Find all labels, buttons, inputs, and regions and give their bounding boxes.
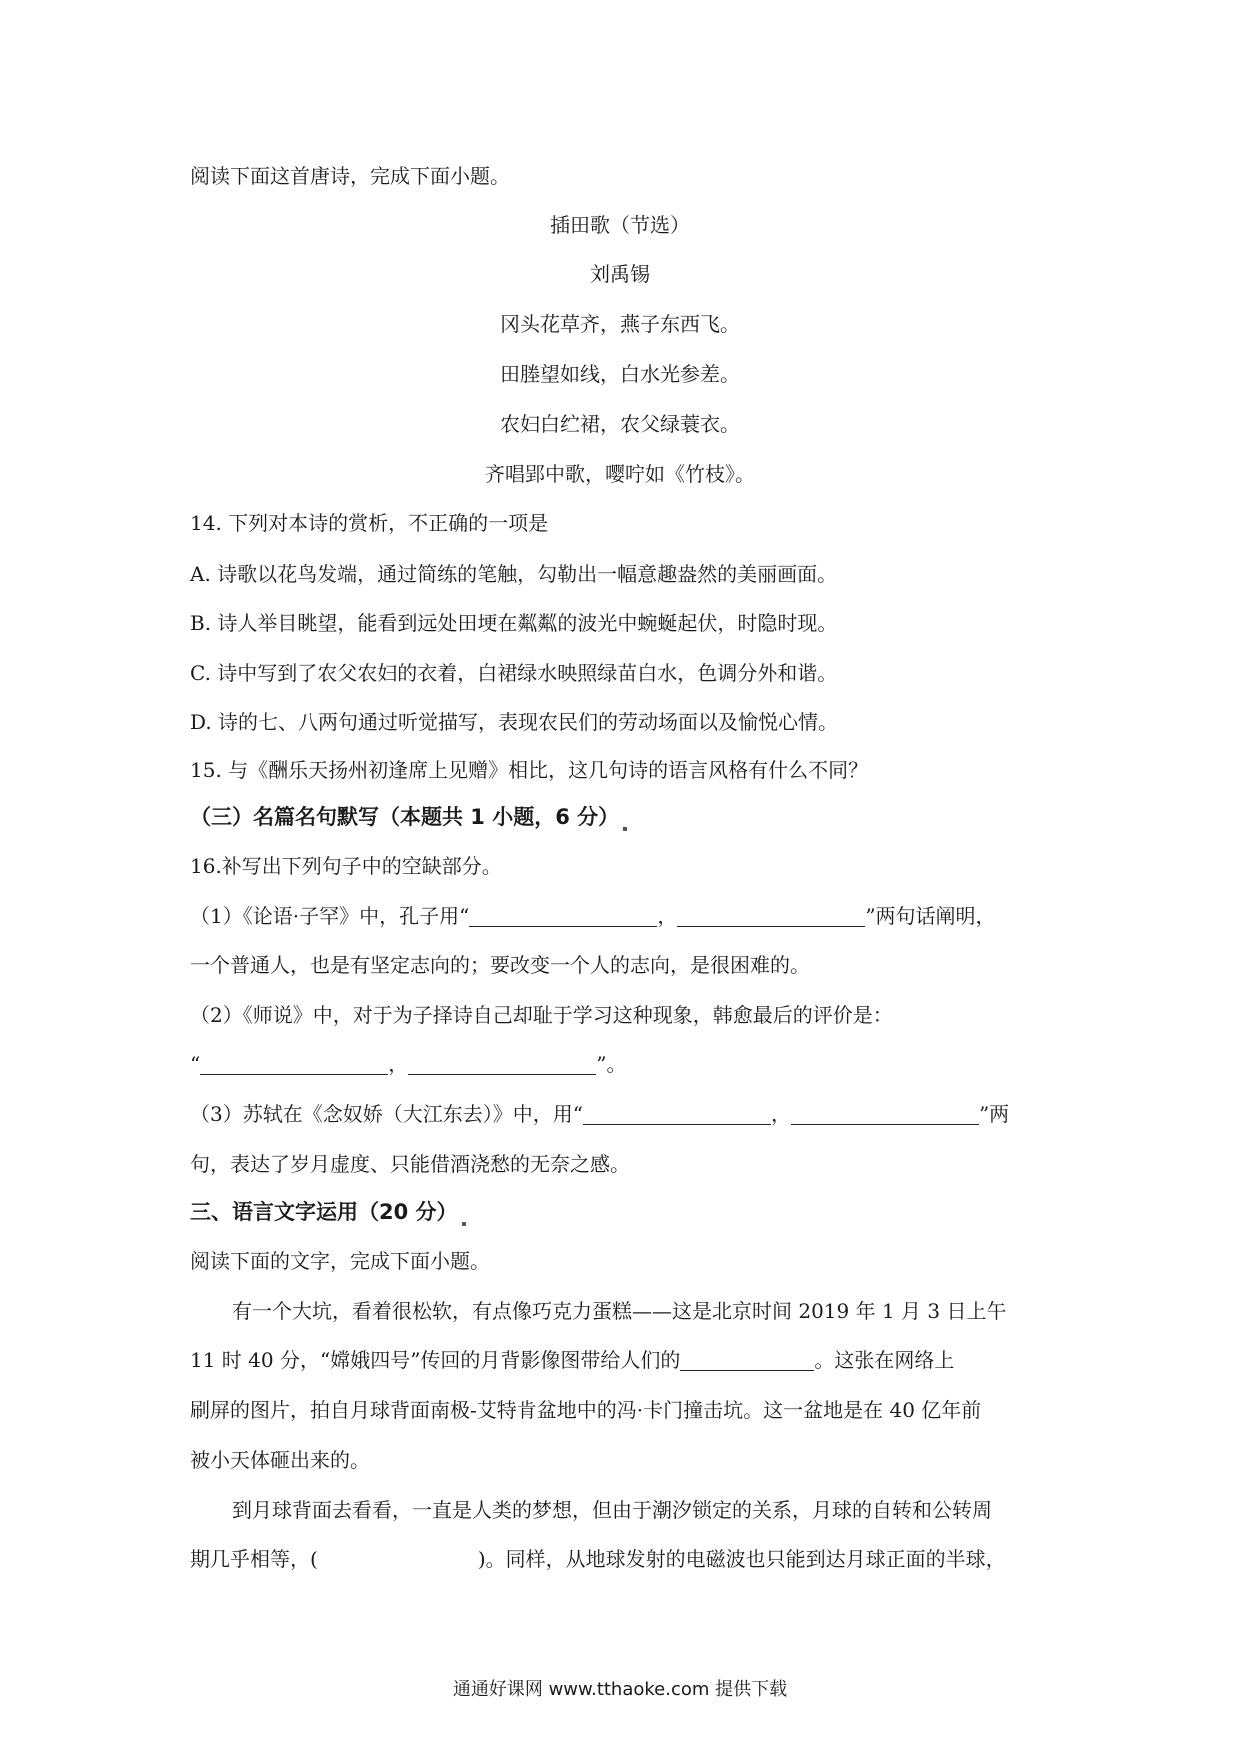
poem-line-3: 农妇白纻裙，农父绿蓑衣。 <box>500 412 740 436</box>
answer-blank-2[interactable] <box>677 906 865 927</box>
reading-intro: 阅读下面这首唐诗，完成下面小题。 <box>190 164 510 188</box>
page-footer: 通通好课网 www.tthaoke.com 提供下载 <box>452 1679 788 1700</box>
poem-line-2: 田塍望如线，白水光参差。 <box>500 362 740 386</box>
answer-blank-4[interactable] <box>408 1054 596 1075</box>
poem-line-4: 齐唱郢中歌，嘤咛如《竹枝》。 <box>485 462 755 486</box>
q16-part2-sep: ， <box>388 1052 409 1076</box>
poem-line-1: 冈头花草齐，燕子东西飞。 <box>500 312 740 336</box>
p2-line2-text-b: )。同样，从地球发射的电磁波也只能到达月球正面的半球， <box>477 1547 1006 1571</box>
paragraph-2-line-2 <box>190 1545 1060 1573</box>
poem-author: 刘禹锡 <box>590 262 650 286</box>
paragraph-1-line-2 <box>190 1346 1060 1374</box>
p2-line2-text-a: 期几乎相等，( <box>190 1547 318 1571</box>
answer-blank-1[interactable] <box>469 906 657 927</box>
q16-part2-close: ”。 <box>596 1052 627 1076</box>
paragraph-1-line-4: 被小天体砸出来的。 <box>190 1448 370 1472</box>
question-14-option-b: B. 诗人举目眺望，能看到远处田埂在粼粼的波光中蜿蜒起伏，时隐时现。 <box>190 611 838 635</box>
q16-part1-sep: ， <box>657 904 678 928</box>
question-16-part-3-cont: 句，表达了岁月虚度、只能借酒浇愁的无奈之感。 <box>190 1152 630 1176</box>
paragraph-1-line-1: 有一个大坑，看着很松软，有点像巧克力蛋糕——这是北京时间 2019 年 1 月 3 日上午 <box>232 1299 1007 1323</box>
section-heading-language-use <box>190 1198 1060 1226</box>
question-14-option-a: A. 诗歌以花鸟发端，通过简练的笔触，勾勒出一幅意趣盎然的美丽画面。 <box>190 562 838 586</box>
q16-part1-text-a: （1）《论语·子罕》中，孔子用“ <box>190 904 470 928</box>
question-15: 15. 与《酬乐天扬州初逢席上见赠》相比，这几句诗的语言风格有什么不同？ <box>190 758 869 782</box>
reading-intro-2: 阅读下面的文字，完成下面小题。 <box>190 1249 490 1273</box>
q16-part3-text-b: ”两 <box>978 1102 1010 1126</box>
q16-part2-open-quote: “ <box>190 1052 201 1076</box>
heading-mark <box>462 1222 466 1226</box>
question-16-part-2: （2）《师说》中，对于为子择诗自己却耻于学习这种现象，韩愈最后的评价是： <box>190 1003 893 1027</box>
question-16-part-1 <box>190 902 1060 930</box>
p1-line2-text-a: 11 时 40 分，“嫦娥四号”传回的月背影像图带给人们的 <box>190 1348 681 1372</box>
question-16-stem: 16.补写出下列句子中的空缺部分。 <box>190 854 502 878</box>
poem-title: 插田歌（节选） <box>550 213 690 237</box>
section-heading-text: 三、语言文字运用（20 分） <box>190 1200 458 1224</box>
subsection-heading-text: （三）名篇名句默写（本题共 1 小题，6 分） <box>190 805 620 829</box>
question-14-stem: 14. 下列对本诗的赏析，不正确的一项是 <box>190 511 549 535</box>
answer-blank-6[interactable] <box>791 1104 979 1125</box>
question-16-part-3 <box>190 1100 1060 1128</box>
paragraph-2-line-1: 到月球背面去看看，一直是人类的梦想，但由于潮汐锁定的关系，月球的自转和公转周 <box>232 1498 992 1522</box>
heading-mark <box>623 827 627 831</box>
answer-blank-3[interactable] <box>200 1054 388 1075</box>
question-14-option-d: D. 诗的七、八两句通过听觉描写，表现农民们的劳动场面以及愉悦心情。 <box>190 710 839 734</box>
question-16-part-1-cont: 一个普通人，也是有坚定志向的；要改变一个人的志向，是很困难的。 <box>190 953 810 977</box>
q16-part3-text-a: （3）苏轼在《念奴娇（大江东去）》中，用“ <box>190 1102 583 1126</box>
q16-part1-text-b: ”两句话阐明， <box>865 904 996 928</box>
question-16-part-2-blanks <box>190 1050 1060 1078</box>
p1-line2-text-b: 。这张在网络上 <box>814 1348 955 1372</box>
answer-blank-7[interactable] <box>680 1350 814 1371</box>
answer-blank-5[interactable] <box>583 1104 771 1125</box>
subsection-heading-recitation <box>190 803 1060 831</box>
question-14-option-c: C. 诗中写到了农父农妇的衣着，白裙绿水映照绿苗白水，色调分外和谐。 <box>190 661 838 685</box>
paragraph-1-line-3: 刷屏的图片，拍自月球背面南极-艾特肯盆地中的冯·卡门撞击坑。这一盆地是在 40 亿年前 <box>190 1398 982 1422</box>
q16-part3-sep: ， <box>770 1102 791 1126</box>
